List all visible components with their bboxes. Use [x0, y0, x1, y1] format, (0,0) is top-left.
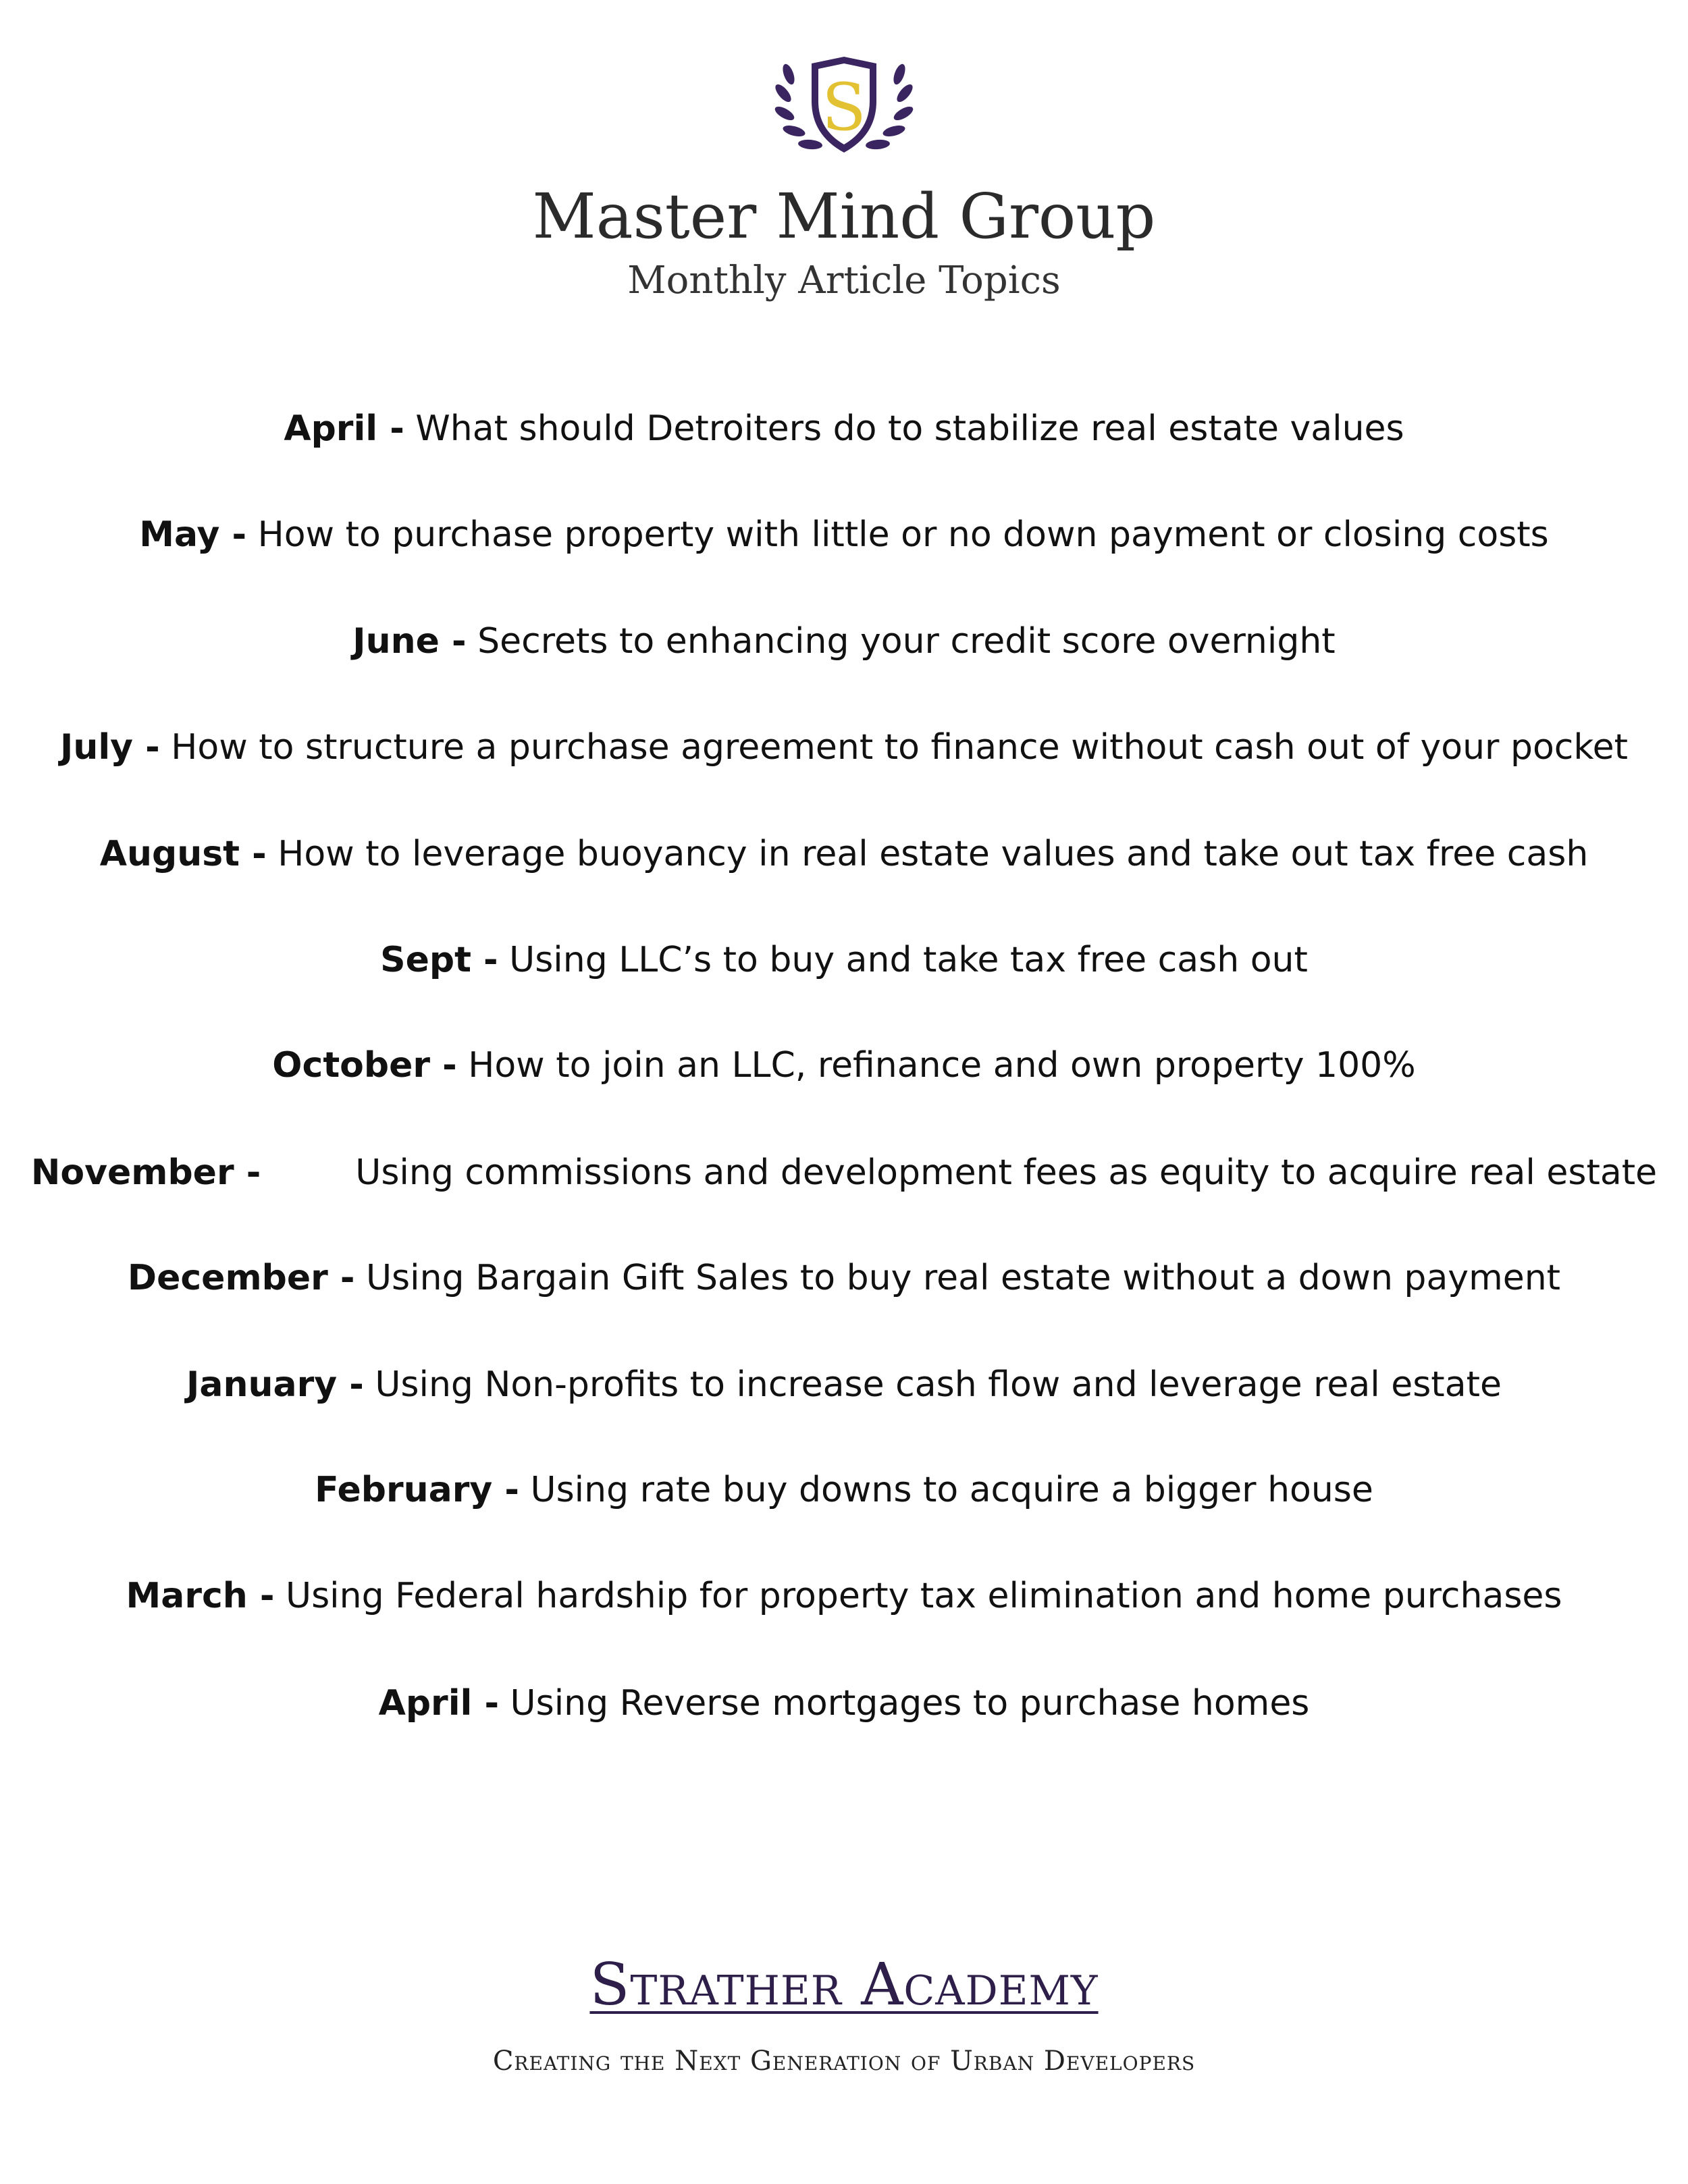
topic-month: August -: [99, 834, 267, 874]
topic-text: How to structure a purchase agreement to finance without cash out of your pocket: [159, 727, 1629, 768]
topic-text: Using LLC’s to buy and take tax free cash out: [498, 940, 1308, 980]
list-item: [0, 1042, 1688, 1089]
topic-month: January -: [186, 1364, 364, 1405]
topic-month: June -: [352, 621, 467, 662]
topic-text: Using Non-profits to increase cash flow and leverage real estate: [363, 1364, 1502, 1405]
page-subtitle: Monthly Article Topics: [627, 259, 1061, 302]
academy-name: Strather Academy: [589, 1951, 1099, 2019]
topic-text: How to leverage buoyancy in real estate values and take out tax free cash: [266, 834, 1589, 874]
academy-tagline: Creating the Next Generation of Urban Developers: [492, 2046, 1196, 2077]
topic-month: April -: [284, 408, 404, 449]
list-item: [0, 724, 1688, 771]
list-item: [0, 1680, 1688, 1727]
academy-logo: [0, 1951, 1688, 2019]
topic-text: Using Federal hardship for property tax elimination and home purchases: [274, 1576, 1562, 1616]
topic-month: May -: [139, 514, 247, 555]
list-item: [0, 1149, 1688, 1196]
list-item: [0, 1254, 1688, 1302]
page-title: Master Mind Group: [532, 180, 1156, 252]
topic-month: April -: [378, 1683, 500, 1724]
list-item: [0, 1572, 1688, 1620]
list-item: [0, 618, 1688, 665]
topic-text: How to purchase property with little or no down payment or closing costs: [246, 514, 1549, 555]
list-item: [0, 405, 1688, 452]
logo: [763, 54, 925, 162]
topic-month: October -: [272, 1045, 457, 1086]
topic-month: November -: [30, 1152, 261, 1193]
topic-month: February -: [315, 1470, 519, 1510]
list-item: [0, 511, 1688, 558]
topic-month: Sept -: [380, 940, 498, 980]
shield-logo-icon: [763, 54, 925, 162]
topic-text: Using Bargain Gift Sales to buy real estate without a down payment: [354, 1258, 1561, 1298]
topic-month: March -: [126, 1576, 275, 1616]
topic-text: Secrets to enhancing your credit score overnight: [466, 621, 1336, 662]
list-item: [0, 1361, 1688, 1408]
list-item: [0, 1466, 1688, 1514]
topic-month: July -: [59, 727, 160, 768]
topic-text: What should Detroiters do to stabilize real estate values: [404, 408, 1404, 449]
topic-text: Using commissions and development fees as equity to acquire real estate: [355, 1152, 1658, 1193]
logo-letter: S: [822, 70, 866, 145]
topic-month: December -: [127, 1258, 355, 1298]
list-item: [0, 830, 1688, 878]
topic-text: Using rate buy downs to acquire a bigger house: [519, 1470, 1373, 1510]
list-item: [0, 936, 1688, 984]
topic-text: Using Reverse mortgages to purchase homes: [499, 1683, 1310, 1724]
topic-text: How to join an LLC, refinance and own property 100%: [456, 1045, 1416, 1086]
